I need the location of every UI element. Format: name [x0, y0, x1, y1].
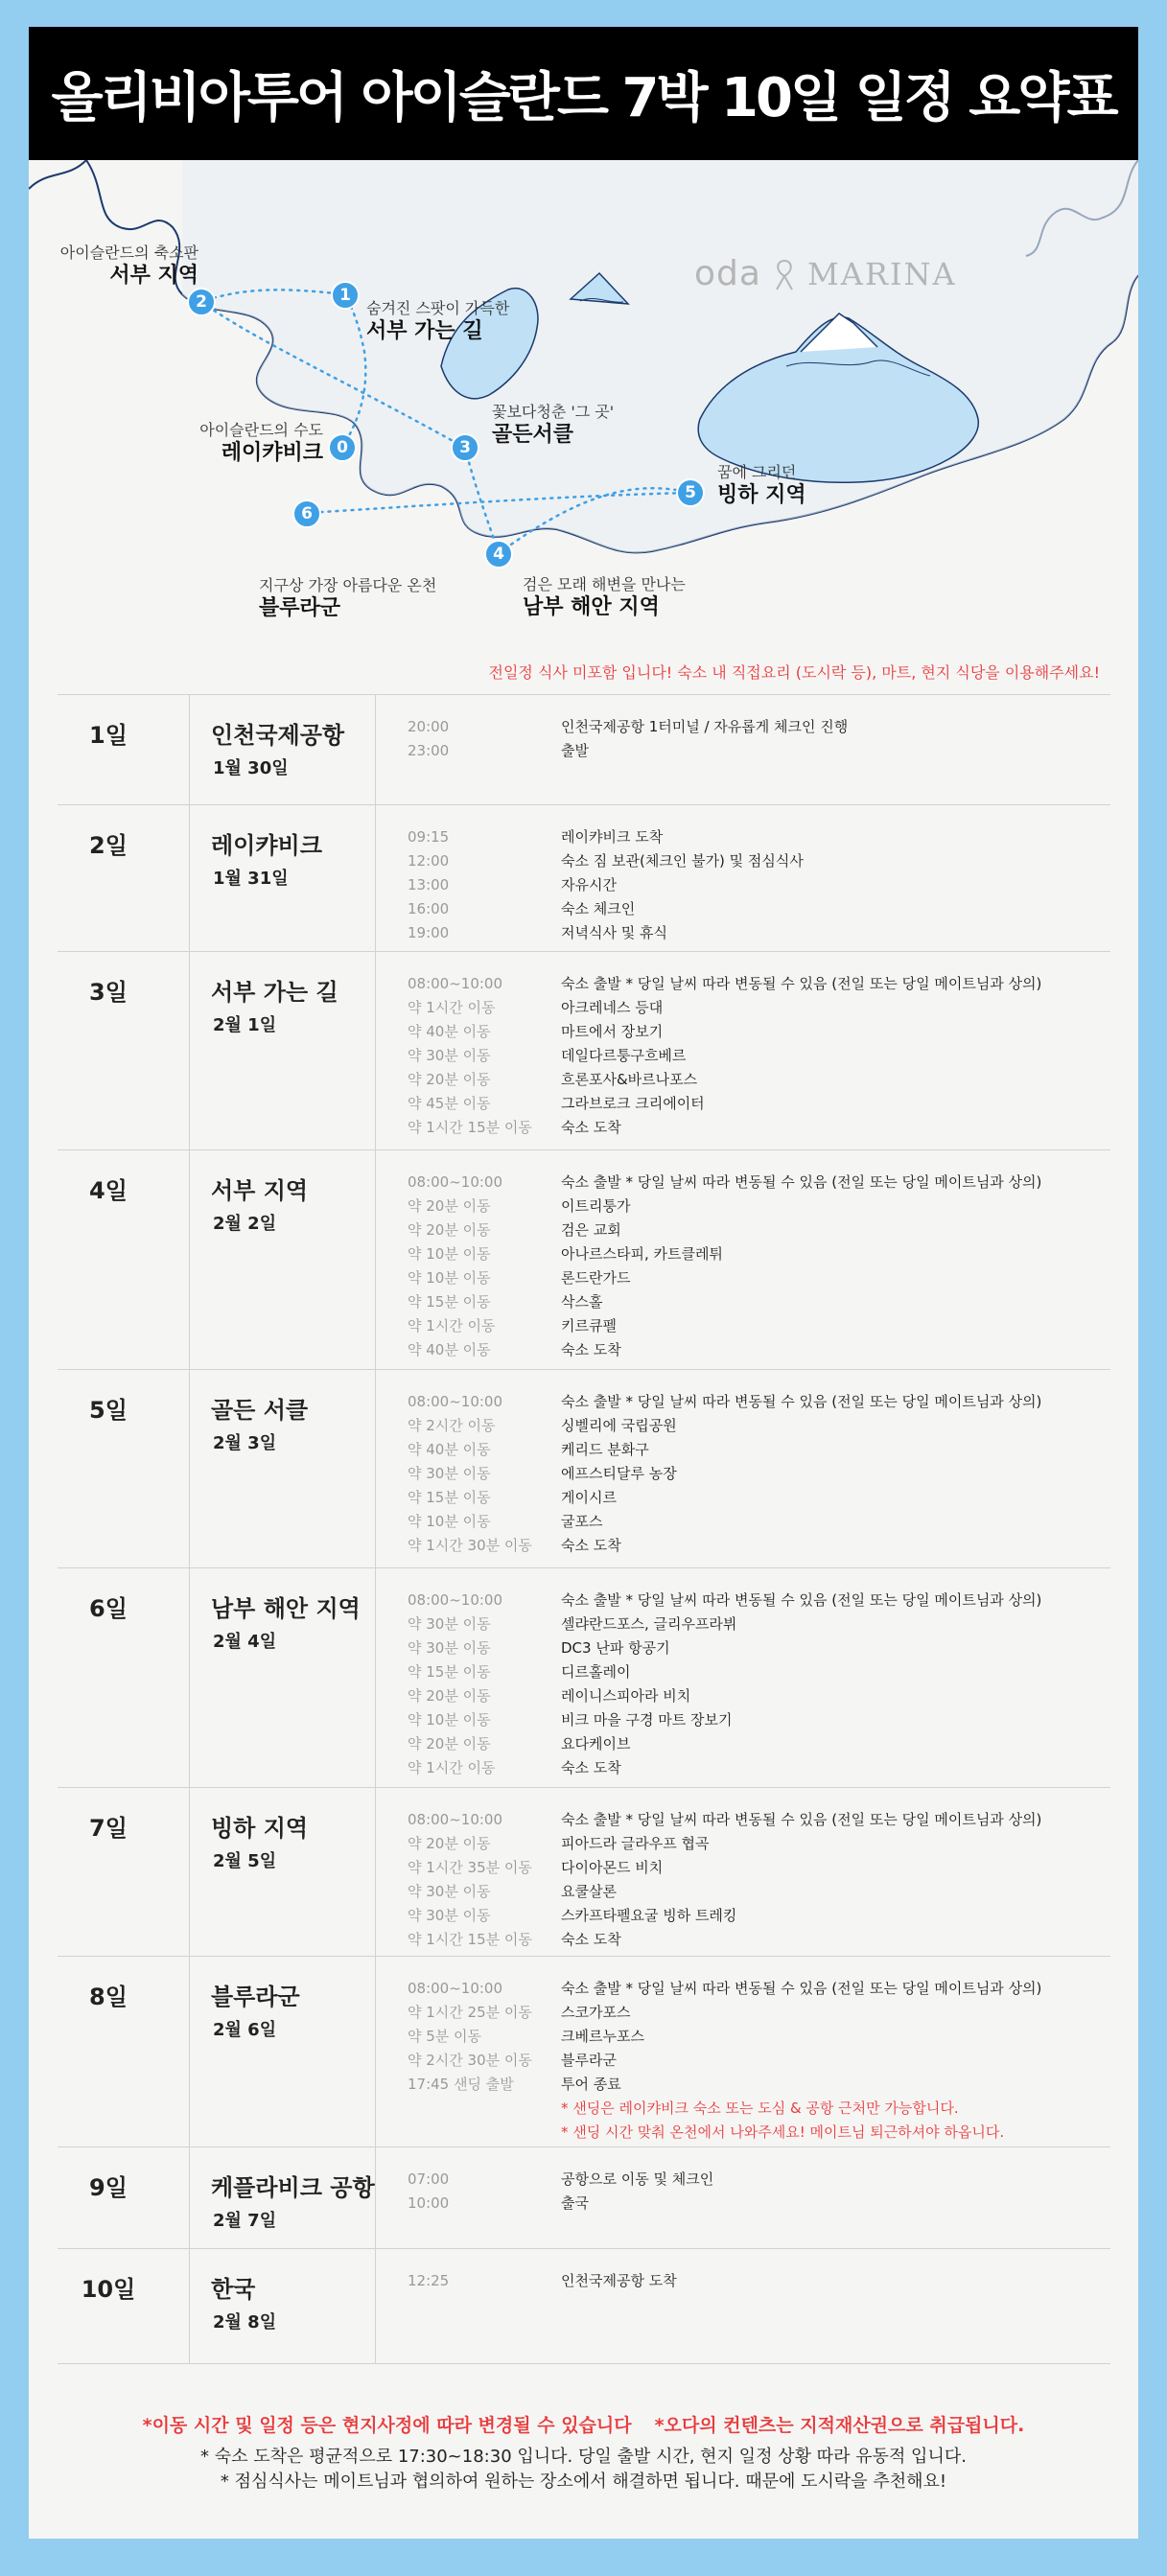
day-row: [58, 694, 1110, 804]
activity-time: 09:15: [408, 827, 450, 846]
activity-row: [408, 1807, 1041, 1831]
day-place: 레이캬비크: [211, 832, 322, 859]
activity-text: 숙소 체크인: [561, 900, 636, 917]
activity-time: 08:00~10:00: [408, 1590, 503, 1609]
day-activities: [408, 971, 1041, 1139]
column-divider: [375, 1370, 376, 1567]
brand-logo: [694, 254, 957, 293]
activity-text: 아나르스타피, 카트클레튀: [561, 1245, 723, 1263]
day-number: 7일: [89, 1815, 128, 1842]
activity-time: 약 40분 이동: [408, 1441, 491, 1458]
activity-text: 크베르누포스: [561, 2028, 644, 2045]
activity-text: 블루라군: [561, 2052, 617, 2069]
day-date: 1월 30일: [213, 758, 289, 778]
column-divider: [189, 952, 190, 1149]
activity-time: 12:25: [408, 2271, 450, 2289]
map-pin-4: 4: [484, 540, 513, 569]
activity-time: 약 1시간 15분 이동: [408, 1119, 532, 1136]
activity-time: 약 1시간 35분 이동: [408, 1859, 532, 1876]
activity-row: [408, 1313, 1041, 1337]
day-place: 서부 가는 길: [211, 979, 338, 1006]
activity-text: 레이캬비크 도착: [561, 828, 664, 846]
footer-notes: [29, 2411, 1138, 2495]
activity-row: [408, 1337, 1041, 1361]
activity-text: 싱벨리에 국립공원: [561, 1417, 677, 1434]
activity-row: [408, 1879, 1041, 1903]
activity-time: 12:00: [408, 851, 450, 870]
activity-time: 07:00: [408, 2170, 450, 2188]
day-row: [58, 1787, 1110, 1956]
activity-row: [408, 2048, 1041, 2072]
day-place: 인천국제공항: [211, 722, 345, 749]
activity-text: 삭스홀: [561, 1293, 603, 1311]
activity-text: 저녁식사 및 휴식: [561, 924, 667, 941]
day-place: 블루라군: [211, 1984, 300, 2010]
brand-oda: oda: [694, 254, 761, 293]
activity-row: [408, 1043, 1041, 1067]
activity-text: 이트리퉁가: [561, 1197, 631, 1215]
activity-row: [408, 848, 804, 872]
column-divider: [189, 1150, 190, 1369]
activity-time: 약 1시간 이동: [408, 1759, 496, 1776]
activity-time: 약 20분 이동: [408, 1735, 491, 1752]
activity-time: 약 2시간 이동: [408, 1417, 496, 1434]
activity-text: 숙소 출발 * 당일 날씨 따라 변동될 수 있음 (전일 또는 당일 메이트님과 상의): [561, 1591, 1042, 1609]
day-place: 한국: [211, 2276, 256, 2303]
map-label-3: 꽃보다청춘 '그 곳' 골든서클: [492, 403, 615, 447]
table-bottom-rule: [58, 2363, 1110, 2364]
activity-time: 약 40분 이동: [408, 1023, 491, 1040]
activity-row: [408, 2120, 1041, 2144]
activity-time: 08:00~10:00: [408, 1810, 503, 1828]
activity-time: 19:00: [408, 923, 450, 941]
activity-text: 숙소 도착: [561, 1931, 621, 1948]
activity-text: 공항으로 이동 및 체크인: [561, 2170, 714, 2188]
activity-row: [408, 1413, 1041, 1437]
activity-row: [408, 1731, 1041, 1755]
column-divider: [375, 1568, 376, 1787]
day-date: 1월 31일: [213, 869, 289, 889]
activity-time: 10:00: [408, 2193, 450, 2212]
activity-time: 08:00~10:00: [408, 1979, 503, 1997]
column-divider: [375, 695, 376, 804]
activity-time: 약 1시간 30분 이동: [408, 1537, 532, 1554]
activity-time: 약 15분 이동: [408, 1663, 491, 1681]
activity-time: 약 1시간 이동: [408, 999, 496, 1016]
activity-time: 약 30분 이동: [408, 1883, 491, 1900]
activity-row: [408, 1636, 1041, 1659]
activity-time: 약 15분 이동: [408, 1293, 491, 1311]
activity-time: 약 20분 이동: [408, 1687, 491, 1705]
column-divider: [189, 695, 190, 804]
day-row: [58, 951, 1110, 1149]
activity-text: 출발: [561, 742, 589, 759]
activity-time: 23:00: [408, 741, 450, 759]
activity-row: [408, 2167, 713, 2191]
activity-text: 숙소 출발 * 당일 날씨 따라 변동될 수 있음 (전일 또는 당일 메이트님과 상의): [561, 975, 1042, 992]
column-divider: [375, 1788, 376, 1956]
column-divider: [189, 1788, 190, 1956]
activity-row: [408, 1831, 1041, 1855]
activity-row: [408, 1485, 1041, 1509]
activity-text: 케리드 분화구: [561, 1441, 649, 1458]
day-date: 2월 2일: [213, 1214, 277, 1234]
activity-text: 아크레네스 등대: [561, 999, 664, 1016]
activity-text: 숙소 도착: [561, 1537, 621, 1554]
activity-text: 다이아몬드 비치: [561, 1859, 664, 1876]
page-title: 올리비아투어 아이슬란드 7박 10일 일정 요약표: [51, 66, 1116, 129]
day-row: [58, 2248, 1110, 2363]
activity-time: 약 1시간 이동: [408, 1317, 496, 1334]
activity-text: 마트에서 장보기: [561, 1023, 664, 1040]
day-number: 2일: [89, 832, 128, 859]
column-divider: [189, 805, 190, 951]
activity-time: 약 10분 이동: [408, 1245, 491, 1263]
footer-line-2: * 점심식사는 메이트님과 협의하여 원하는 장소에서 해결하면 됩니다. 때문에 도시락을 추천해요!: [220, 2472, 947, 2492]
activity-row: [408, 995, 1041, 1019]
activity-row: [408, 1707, 1041, 1731]
day-row: [58, 1149, 1110, 1369]
day-activities: [408, 1588, 1041, 1779]
activity-text: 숙소 출발 * 당일 날씨 따라 변동될 수 있음 (전일 또는 당일 메이트님과 상의): [561, 1393, 1042, 1410]
activity-row: [408, 1683, 1041, 1707]
activity-row: [408, 1067, 1041, 1091]
column-divider: [189, 1568, 190, 1787]
day-place: 골든 서클: [211, 1397, 309, 1424]
day-activities: [408, 1389, 1041, 1557]
day-row: [58, 2147, 1110, 2248]
footer-line-1: * 숙소 도착은 평균적으로 17:30~18:30 입니다. 당일 출발 시간, 현지 일정 상황 따라 유동적 입니다.: [200, 2447, 967, 2467]
activity-row: [408, 872, 804, 896]
day-activities: [408, 2167, 713, 2215]
column-divider: [375, 2249, 376, 2363]
activity-text: 투어 종료: [561, 2076, 621, 2093]
activity-time: 08:00~10:00: [408, 1172, 503, 1191]
day-date: 2월 8일: [213, 2312, 277, 2332]
day-date: 2월 7일: [213, 2211, 277, 2231]
activity-text: 흐론포사&바르나포스: [561, 1071, 698, 1088]
day-activities: [408, 1807, 1041, 1951]
map-label-4: 검은 모래 해변을 만나는 남부 해안 지역: [523, 575, 686, 619]
map-label-5: 꿈에 그리던 빙하 지역: [717, 463, 806, 507]
activity-text: 굴포스: [561, 1513, 603, 1530]
activity-text: 셀랴란드포스, 글리우프라뷔: [561, 1615, 737, 1633]
activity-row: [408, 1437, 1041, 1461]
map-pin-6: 6: [292, 499, 321, 528]
column-divider: [189, 2147, 190, 2248]
activity-time: 약 20분 이동: [408, 1221, 491, 1239]
activity-row: [408, 1289, 1041, 1313]
map-pin-2: 2: [187, 288, 216, 316]
activity-text: 비크 마을 구경 마트 장보기: [561, 1711, 733, 1729]
column-divider: [375, 1957, 376, 2147]
day-date: 2월 4일: [213, 1632, 277, 1652]
activity-row: [408, 1218, 1041, 1242]
activity-row: [408, 896, 804, 920]
map-pin-1: 1: [331, 281, 360, 310]
activity-row: [408, 1927, 1041, 1951]
activity-time: 약 20분 이동: [408, 1835, 491, 1852]
column-divider: [375, 805, 376, 951]
activity-text: 에프스티달루 농장: [561, 1465, 677, 1482]
activity-row: [408, 1612, 1041, 1636]
activity-row: [408, 920, 804, 944]
activity-text: * 샌딩 시간 맞춰 온천에서 나와주세요! 메이트님 퇴근하셔야 하옵니다.: [561, 2123, 1005, 2141]
day-date: 2월 5일: [213, 1851, 277, 1871]
activity-text: 디르홀레이: [561, 1663, 631, 1681]
activity-time: 13:00: [408, 875, 450, 893]
activity-text: 게이시르: [561, 1489, 617, 1506]
activity-text: 숙소 도착: [561, 1119, 621, 1136]
activity-text: 키르큐펠: [561, 1317, 617, 1334]
activity-time: 08:00~10:00: [408, 1392, 503, 1410]
activity-time: 약 5분 이동: [408, 2028, 482, 2045]
map-label-0: 아이슬란드의 수도 레이캬비크: [199, 421, 323, 465]
activity-row: [408, 1903, 1041, 1927]
activity-row: [408, 738, 848, 762]
column-divider: [375, 2147, 376, 2248]
activity-time: 20:00: [408, 717, 450, 735]
map-label-6: 지구상 가장 아름다운 온천 블루라군: [259, 576, 437, 620]
activity-text: 스코가포스: [561, 2004, 631, 2021]
activity-time: 약 30분 이동: [408, 1639, 491, 1657]
itinerary-page: [29, 27, 1138, 2539]
activity-row: [408, 1194, 1041, 1218]
activity-text: 숙소 출발 * 당일 날씨 따라 변동될 수 있음 (전일 또는 당일 메이트님과 상의): [561, 1980, 1042, 1997]
day-date: 2월 1일: [213, 1015, 277, 1035]
activity-row: [408, 1976, 1041, 2000]
activity-text: 피아드라 글라우프 협곡: [561, 1835, 710, 1852]
activity-time: 약 20분 이동: [408, 1197, 491, 1215]
day-row: [58, 1369, 1110, 1567]
activity-time: 약 1시간 25분 이동: [408, 2004, 532, 2021]
activity-time: 약 30분 이동: [408, 1907, 491, 1924]
activity-row: [408, 1533, 1041, 1557]
activity-text: 데일다르퉁구흐베르: [561, 1047, 687, 1064]
day-row: [58, 1956, 1110, 2147]
day-activities: [408, 714, 848, 762]
activity-row: [408, 1509, 1041, 1533]
activity-row: [408, 1115, 1041, 1139]
activity-row: [408, 1588, 1041, 1612]
activity-time: 약 30분 이동: [408, 1047, 491, 1064]
activity-text: 숙소 짐 보관(체크인 불가) 및 점심식사: [561, 852, 804, 870]
activity-text: 인천국제공항 1터미널 / 자유롭게 체크인 진행: [561, 718, 849, 735]
activity-text: 숙소 출발 * 당일 날씨 따라 변동될 수 있음 (전일 또는 당일 메이트님과 상의): [561, 1173, 1042, 1191]
activity-row: [408, 2191, 713, 2215]
activity-text: 검은 교회: [561, 1221, 621, 1239]
activity-text: 레이니스피아라 비치: [561, 1687, 691, 1705]
day-number: 1일: [89, 722, 128, 749]
activity-row: [408, 714, 848, 738]
map-label-1: 숨겨진 스팟이 가득한 서부 가는 길: [366, 299, 510, 343]
day-row: [58, 1567, 1110, 1787]
activity-text: 인천국제공항 도착: [561, 2272, 677, 2289]
activity-time: 약 10분 이동: [408, 1269, 491, 1287]
column-divider: [189, 1957, 190, 2147]
brand-marina: MARINA: [806, 255, 957, 292]
map-pin-5: 5: [676, 478, 705, 507]
activity-row: [408, 1755, 1041, 1779]
activity-time: 약 40분 이동: [408, 1341, 491, 1358]
activity-text: 요쿨살론: [561, 1883, 617, 1900]
meal-notice: 전일정 식사 미포함 입니다! 숙소 내 직접요리 (도시락 등), 마트, 현지 식당을 이용해주세요!: [488, 663, 1100, 682]
iceland-map: [29, 160, 1138, 649]
activity-time: 약 10분 이동: [408, 1711, 491, 1729]
activity-time: 약 45분 이동: [408, 1095, 491, 1112]
activity-time: 08:00~10:00: [408, 974, 503, 992]
map-pin-0: 0: [328, 433, 357, 462]
day-number: 10일: [81, 2276, 136, 2303]
day-activities: [408, 2268, 677, 2292]
activity-row: [408, 1659, 1041, 1683]
day-place: 남부 해안 지역: [211, 1595, 361, 1622]
activity-row: [408, 1091, 1041, 1115]
activity-text: 출국: [561, 2194, 589, 2212]
activity-text: 숙소 도착: [561, 1341, 621, 1358]
activity-row: [408, 1461, 1041, 1485]
day-number: 6일: [89, 1595, 128, 1622]
column-divider: [375, 1150, 376, 1369]
activity-row: [408, 2024, 1041, 2048]
day-activities: [408, 1170, 1041, 1361]
activity-row: [408, 971, 1041, 995]
activity-time: 약 30분 이동: [408, 1615, 491, 1633]
activity-text: 자유시간: [561, 876, 617, 893]
ribbon-icon: [771, 257, 798, 291]
activity-text: 요다케이브: [561, 1735, 631, 1752]
day-place: 서부 지역: [211, 1177, 309, 1204]
column-divider: [375, 952, 376, 1149]
day-number: 3일: [89, 979, 128, 1006]
activity-row: [408, 2096, 1041, 2120]
activity-time: 약 2시간 30분 이동: [408, 2052, 532, 2069]
activity-row: [408, 1019, 1041, 1043]
day-number: 8일: [89, 1984, 128, 2010]
activity-row: [408, 1170, 1041, 1194]
column-divider: [189, 1370, 190, 1567]
activity-time: 약 30분 이동: [408, 1465, 491, 1482]
day-place: 빙하 지역: [211, 1815, 309, 1842]
activity-text: 그라브로크 크리에이터: [561, 1095, 705, 1112]
schedule-table: [58, 694, 1110, 2364]
activity-row: [408, 824, 804, 848]
activity-text: DC3 난파 항공기: [561, 1639, 670, 1657]
day-number: 4일: [89, 1177, 128, 1204]
activity-text: * 샌딩은 레이캬비크 숙소 또는 도심 & 공항 근처만 가능합니다.: [561, 2100, 959, 2117]
activity-time: 약 20분 이동: [408, 1071, 491, 1088]
day-place: 케플라비크 공항: [211, 2174, 375, 2201]
activity-text: 숙소 출발 * 당일 날씨 따라 변동될 수 있음 (전일 또는 당일 메이트님과 상의): [561, 1811, 1042, 1828]
activity-row: [408, 2000, 1041, 2024]
activity-time: 약 1시간 15분 이동: [408, 1931, 532, 1948]
column-divider: [189, 2249, 190, 2363]
map-label-2: 아이슬란드의 축소판 서부 지역: [59, 244, 198, 288]
activity-row: [408, 1855, 1041, 1879]
activity-time: 약 15분 이동: [408, 1489, 491, 1506]
footer-warning-2: *오다의 컨텐츠는 지적재산권으로 취급됩니다.: [654, 2415, 1025, 2436]
day-date: 2월 6일: [213, 2020, 277, 2040]
day-number: 9일: [89, 2174, 128, 2201]
title-bar: [29, 27, 1138, 160]
activity-text: 론드란가드: [561, 1269, 631, 1287]
activity-row: [408, 1265, 1041, 1289]
day-date: 2월 3일: [213, 1433, 277, 1453]
activity-row: [408, 2268, 677, 2292]
map-pin-3: 3: [451, 433, 479, 462]
activity-time: 16:00: [408, 899, 450, 917]
day-activities: [408, 824, 804, 944]
footer-warning-1: *이동 시간 및 일정 등은 현지사정에 따라 변경될 수 있습니다: [142, 2415, 632, 2436]
day-row: [58, 804, 1110, 951]
activity-text: 숙소 도착: [561, 1759, 621, 1776]
day-number: 5일: [89, 1397, 128, 1424]
activity-row: [408, 1242, 1041, 1265]
day-activities: [408, 1976, 1041, 2144]
activity-row: [408, 2072, 1041, 2096]
activity-row: [408, 1389, 1041, 1413]
activity-text: 스카프타펠요굴 빙하 트레킹: [561, 1907, 737, 1924]
activity-time: 약 10분 이동: [408, 1513, 491, 1530]
activity-time: 17:45 샌딩 출발: [408, 2076, 514, 2093]
